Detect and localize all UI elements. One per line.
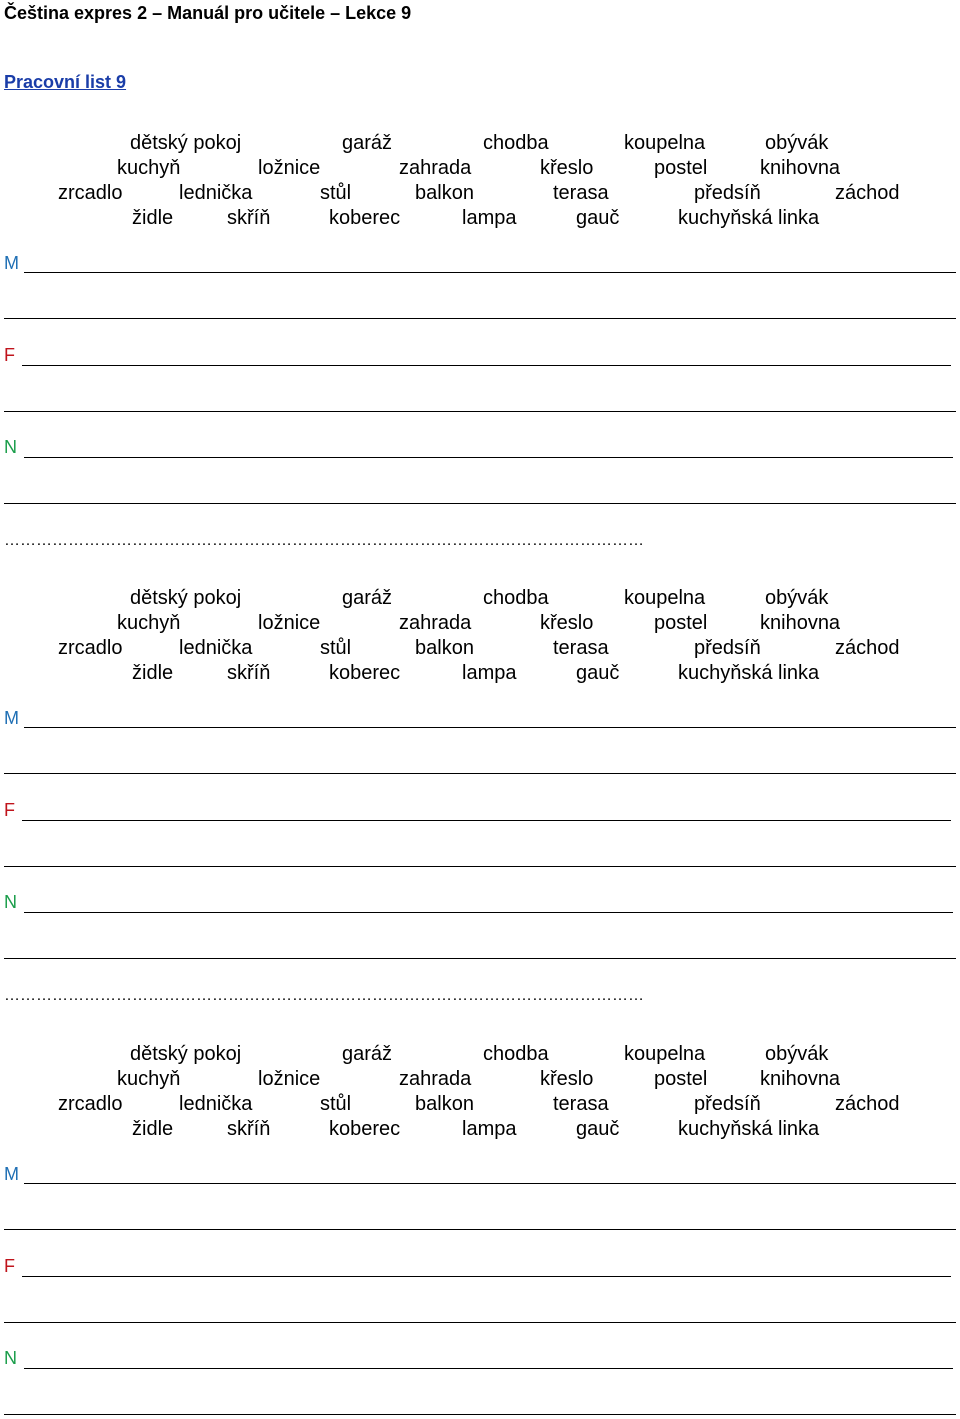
- vocabulary-word: koupelna: [624, 1043, 706, 1065]
- vocabulary-word: lampa: [462, 207, 517, 229]
- vocabulary-word: terasa: [553, 637, 609, 659]
- vocabulary-word: židle: [132, 1118, 174, 1140]
- vocabulary-word: zrcadlo: [58, 182, 123, 204]
- vocabulary-word: dětský pokoj: [130, 587, 242, 609]
- vocabulary-word: ložnice: [258, 1068, 321, 1090]
- answer-line[interactable]: [4, 318, 956, 319]
- vocabulary-word: záchod: [835, 637, 900, 659]
- vocabulary-word: lampa: [462, 662, 517, 684]
- vocabulary-word: obývák: [765, 1043, 829, 1065]
- vocabulary-word: kuchyň: [117, 612, 181, 634]
- answer-line[interactable]: [22, 365, 951, 366]
- vocabulary-word: zahrada: [399, 612, 472, 634]
- gender-label-m: M: [4, 708, 19, 728]
- vocabulary-word: dětský pokoj: [130, 132, 242, 154]
- answer-line[interactable]: [4, 958, 956, 959]
- answer-line[interactable]: [22, 1276, 951, 1277]
- vocabulary-word: křeslo: [540, 612, 594, 634]
- vocabulary-word: koupelna: [624, 587, 706, 609]
- gender-label-f: F: [4, 800, 15, 820]
- vocabulary-word: postel: [654, 612, 708, 634]
- answer-line[interactable]: [4, 503, 956, 504]
- vocabulary-word: záchod: [835, 1093, 900, 1115]
- vocabulary-word: lampa: [462, 1118, 517, 1140]
- vocabulary-word: židle: [132, 662, 174, 684]
- vocabulary-word: terasa: [553, 182, 609, 204]
- answer-line[interactable]: [4, 773, 956, 774]
- answer-line[interactable]: [24, 727, 956, 728]
- vocabulary-word: terasa: [553, 1093, 609, 1115]
- answer-line[interactable]: [4, 411, 956, 412]
- vocabulary-word: knihovna: [760, 1068, 841, 1090]
- vocabulary-word: zahrada: [399, 157, 472, 179]
- vocabulary-word: ložnice: [258, 157, 321, 179]
- gender-label-f: F: [4, 1256, 15, 1276]
- section-separator: …………………………………………………………………………………………………………: [4, 533, 644, 549]
- vocabulary-word: gauč: [576, 207, 620, 229]
- vocabulary-word: garáž: [342, 132, 393, 154]
- vocabulary-word: garáž: [342, 1043, 393, 1065]
- vocabulary-word: stůl: [320, 637, 352, 659]
- worksheet-link[interactable]: Pracovní list 9: [4, 72, 127, 92]
- gender-label-n: N: [4, 1348, 17, 1368]
- answer-line[interactable]: [24, 1183, 956, 1184]
- vocabulary-word: předsíň: [694, 637, 761, 659]
- vocabulary-word: gauč: [576, 662, 620, 684]
- gender-label-n: N: [4, 437, 17, 457]
- vocabulary-word: chodba: [483, 1043, 549, 1065]
- answer-line[interactable]: [4, 1229, 956, 1230]
- vocabulary-word: obývák: [765, 132, 829, 154]
- vocabulary-word: kuchyň: [117, 1068, 181, 1090]
- vocabulary-word: skříň: [227, 662, 271, 684]
- vocabulary-word: zrcadlo: [58, 1093, 123, 1115]
- gender-label-m: M: [4, 1164, 19, 1184]
- answer-line[interactable]: [24, 457, 953, 458]
- vocabulary-word: křeslo: [540, 157, 594, 179]
- vocabulary-word: koberec: [329, 1118, 401, 1140]
- vocabulary-word: skříň: [227, 207, 271, 229]
- vocabulary-word: chodba: [483, 587, 549, 609]
- vocabulary-word: ložnice: [258, 612, 321, 634]
- vocabulary-word: knihovna: [760, 157, 841, 179]
- vocabulary-word: předsíň: [694, 182, 761, 204]
- vocabulary-word: koupelna: [624, 132, 706, 154]
- vocabulary-word: koberec: [329, 207, 401, 229]
- answer-line[interactable]: [24, 1368, 953, 1369]
- gender-label-f: F: [4, 345, 15, 365]
- answer-line[interactable]: [24, 272, 956, 273]
- answer-line[interactable]: [4, 1322, 956, 1323]
- page-header: Čeština expres 2 – Manuál pro učitele – Lekce 9: [4, 3, 412, 23]
- vocabulary-word: zahrada: [399, 1068, 472, 1090]
- answer-line[interactable]: [4, 1414, 956, 1415]
- gender-label-n: N: [4, 892, 17, 912]
- vocabulary-word: balkon: [415, 182, 474, 204]
- vocabulary-word: lednička: [179, 182, 253, 204]
- section-separator: …………………………………………………………………………………………………………: [4, 988, 644, 1004]
- vocabulary-word: zrcadlo: [58, 637, 123, 659]
- vocabulary-word: chodba: [483, 132, 549, 154]
- vocabulary-word: předsíň: [694, 1093, 761, 1115]
- vocabulary-word: balkon: [415, 1093, 474, 1115]
- vocabulary-word: skříň: [227, 1118, 271, 1140]
- vocabulary-word: postel: [654, 1068, 708, 1090]
- vocabulary-word: knihovna: [760, 612, 841, 634]
- vocabulary-word: křeslo: [540, 1068, 594, 1090]
- vocabulary-word: obývák: [765, 587, 829, 609]
- vocabulary-word: kuchyňská linka: [678, 207, 820, 229]
- vocabulary-word: kuchyň: [117, 157, 181, 179]
- vocabulary-word: židle: [132, 207, 174, 229]
- vocabulary-word: kuchyňská linka: [678, 662, 820, 684]
- vocabulary-word: postel: [654, 157, 708, 179]
- vocabulary-word: garáž: [342, 587, 393, 609]
- vocabulary-word: stůl: [320, 182, 352, 204]
- gender-label-m: M: [4, 253, 19, 273]
- vocabulary-word: záchod: [835, 182, 900, 204]
- vocabulary-word: koberec: [329, 662, 401, 684]
- vocabulary-word: balkon: [415, 637, 474, 659]
- answer-line[interactable]: [4, 866, 956, 867]
- answer-line[interactable]: [24, 912, 953, 913]
- vocabulary-word: lednička: [179, 637, 253, 659]
- answer-line[interactable]: [22, 820, 951, 821]
- vocabulary-word: gauč: [576, 1118, 620, 1140]
- vocabulary-word: stůl: [320, 1093, 352, 1115]
- vocabulary-word: kuchyňská linka: [678, 1118, 820, 1140]
- vocabulary-word: lednička: [179, 1093, 253, 1115]
- vocabulary-word: dětský pokoj: [130, 1043, 242, 1065]
